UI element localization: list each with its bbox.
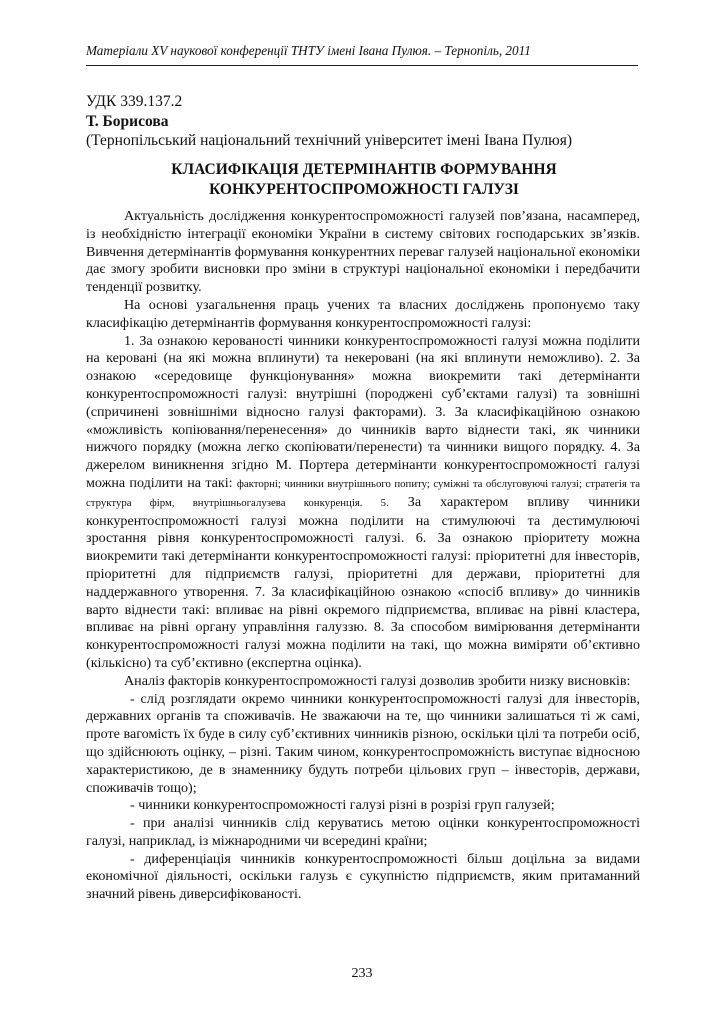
porter-determinants-list: факторні; чинники внутрішнього попиту; суміжні та обслуговуючі галузі; стратегія та структура фірм, внутрішньогалузева конкуренція. 5. <box>86 477 640 509</box>
title-line-2: КОНКУРЕНТОСПРОМОЖНОСТІ ГАЛУЗІ <box>209 180 519 198</box>
paragraph-classification-lead: На основі узагальнення праць учених та власних досліджень пропонуємо таку класифікацію детермінантів формування конкурентоспроможності галузі: <box>86 296 640 331</box>
article-body <box>86 208 640 904</box>
author-affiliation: (Тернопільський національний технічний університет імені Івана Пулюя) <box>86 132 573 149</box>
page-number: 233 <box>351 966 373 981</box>
classification-text-end: За характером впливу чинники конкурентоспроможності галузі можна поділити на стимулюючі та дестимулюючі зростання рівня конкурентоспроможності галузі. 6. За ознакою пріоритету можна виокремити такі детермінанти конкурентоспроможності галузі: пріоритетні для інвесторів, пріоритетні для підприємств галузі, пріоритетні для держави, пріоритетні для наддержавного утворення. 7. За класифікаційною ознакою «спосіб впливу» до чинників варто віднести такі: впливає на рівні окремого підприємства, впливає на рівні кластера, впливає на рівні органу управління галуззю. 8. За способом вимірювання детермінанти конкурентоспроможності галузі можна поділити на такі, що можна виміряти об’єктивно (кількісно) та суб’єктивно (експертна оцінка). <box>86 493 640 671</box>
title-line-1: КЛАСИФІКАЦІЯ ДЕТЕРМІНАНТІВ ФОРМУВАННЯ <box>171 161 557 178</box>
classification-text-start: 1. За ознакою керованості чинники конкурентоспроможності галузі можна поділити на керовані (на які можна вплинути) та некеровані (на які вплинути неможливо). 2. За ознакою «середовище функціонування» можна виокремити такі детермінанти конкурентоспроможності галузі: внутрішні (породжені суб’єктами галузі) та зовнішні (спричинені зовнішніми відносно галузі факторами). 3. За класифікаційною ознакою «можливість копіювання/перенесення» до чинників варто віднести такі, як чинники нижчого порядку (можна легко скопіювати/перенести) та чинники вищого порядку. 4. За джерелом виникнення згідно М. Портера детермінанти конкурентоспроможності галузі можна поділити на такі: <box>86 332 640 491</box>
paragraph-classification <box>86 333 640 673</box>
conclusion-item-3: - при аналізі чинників слід керуватись метою оцінки конкурентоспроможності галузі, наприклад, із міжнародними чи всередині країни; <box>86 815 640 849</box>
running-header: Матеріали XV наукової конференції ТНТУ імені Івана Пулюя. – Тернопіль, 2011 <box>86 43 638 66</box>
article-title <box>86 160 642 199</box>
udk-code: УДК 339.137.2 <box>86 93 183 110</box>
paragraph-analysis: Аналіз факторів конкурентоспроможності галузі дозволив зробити низку висновків: <box>124 672 631 689</box>
article-meta <box>86 92 642 151</box>
paragraph-intro: Актуальність дослідження конкурентоспроможності галузей пов’язана, насамперед, із необхідністю інтеграції економіки України в систему світових господарських зв’язків. Вивчення детермінантів формування конкурентних переваг галузей національної економіки дає змогу зробити висновки про зміни в структурі національної економіки і передбачити тенденції розвитку. <box>86 208 640 296</box>
conclusion-item-1: - слід розглядати окремо чинники конкурентоспроможності галузі для інвесторів, державних органів та споживачів. Не зважаючи на те, що чинники залишаться ті ж самі, проте вагомість їх буде в силу суб’єктивних чинників різною, оскільки цілі та потреби осіб, що здійснюють оцінку, – різні. Таким чином, конкурентоспроможність виступає відносною характеристикою, де в знаменнику будуть потреби цільових груп – інвесторів, держави, споживачів тощо); <box>86 690 640 796</box>
author-name: Т. Борисова <box>86 112 169 130</box>
conclusion-item-4: - диференціація чинників конкурентоспроможності більш доцільна за видами економічної діяльності, оскільки галузь є сукупністю підприємств, яким притаманний значний рівень диверсифікованості. <box>86 850 640 903</box>
conclusion-item-2: - чинники конкурентоспроможності галузі різні в розрізі груп галузей; <box>130 797 555 814</box>
